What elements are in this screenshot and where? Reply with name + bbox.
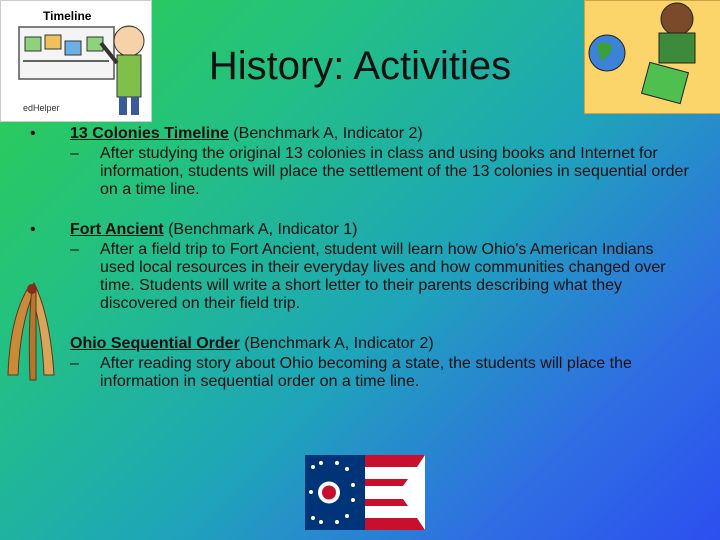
item-heading: Ohio Sequential Order xyxy=(70,335,240,352)
dash: – xyxy=(70,241,79,258)
item-heading: 13 Colonies Timeline xyxy=(70,125,229,142)
item-detail xyxy=(70,241,690,313)
item-detail-text: After a field trip to Fort Ancient, student will learn how Ohio's American Indians used local resources in their everyday lives and how communities changed over time. Students will write a short letter to their parents describing what they discovered on their field trip. xyxy=(100,241,666,312)
edhelper-label: edHelper xyxy=(23,103,60,113)
ohio-flag-icon xyxy=(305,455,425,530)
timeline-clipart xyxy=(0,0,152,122)
item-reference: (Benchmark A, Indicator 1) xyxy=(163,221,358,238)
feather-headdress-icon xyxy=(0,275,62,385)
globe-person-icon xyxy=(585,1,720,113)
item-reference: (Benchmark A, Indicator 2) xyxy=(228,125,423,142)
bullet: • xyxy=(30,221,36,238)
globe-person-clipart xyxy=(584,0,720,114)
item-heading: Fort Ancient xyxy=(70,221,164,238)
item-detail-text: After studying the original 13 colonies in class and using books and Internet for information, students will place the settlement of the 13 colonies in sequential order on a time line. xyxy=(100,145,689,198)
list-item xyxy=(30,125,690,199)
slide-title: History: Activities xyxy=(208,44,512,88)
item-heading-line xyxy=(70,125,690,143)
slide-body xyxy=(30,125,690,413)
item-heading-line xyxy=(70,335,690,353)
item-reference: (Benchmark A, Indicator 2) xyxy=(239,335,434,352)
dash: – xyxy=(70,145,79,162)
list-item xyxy=(30,221,690,313)
list-item xyxy=(30,335,690,391)
item-detail-text: After reading story about Ohio becoming a state, the students will place the information in sequential order on a time line. xyxy=(100,355,632,390)
item-detail xyxy=(70,355,690,391)
dash: – xyxy=(70,355,79,372)
bullet: • xyxy=(30,125,36,142)
timeline-clipart-label: Timeline xyxy=(43,9,92,23)
item-heading-line xyxy=(70,221,690,239)
item-detail xyxy=(70,145,690,199)
